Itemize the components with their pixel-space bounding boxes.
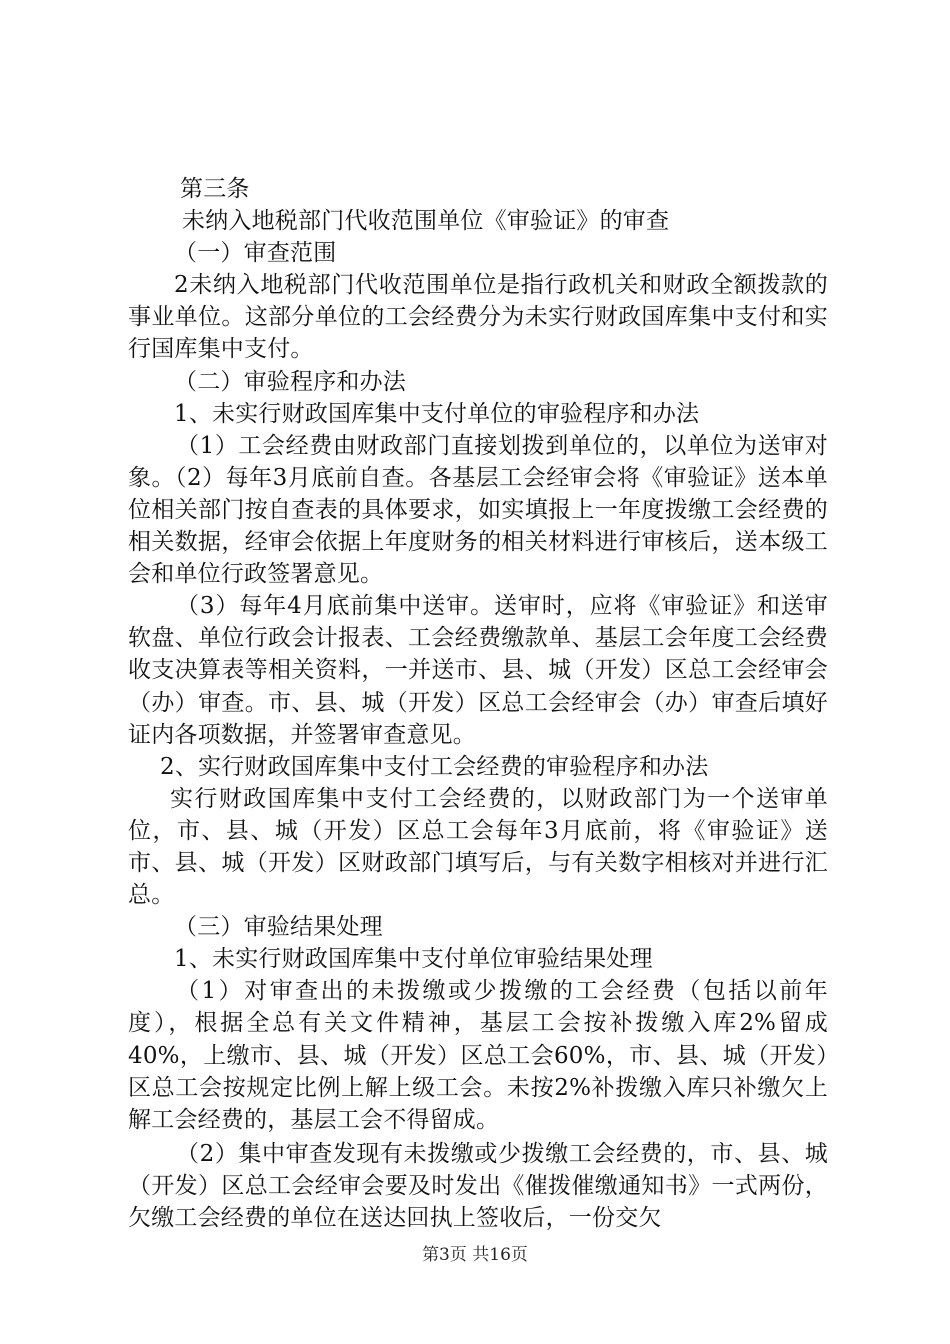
paragraph-procedure-3: （3）每年4月底前集中送审。送审时，应将《审验证》和送审软盘、单位行政会计报表、工会经费缴款单、基层工会年度工会经费收支决算表等相关资料，一并送市、县、城（开发）区总工会经审会（办）审查。市、县、城（开发）区总工会经审会（办）审查后填好证内各项数据，并签署审查意见。 bbox=[128, 593, 828, 748]
item-heading-2: 2、实行财政国库集中支付工会经费的审验程序和办法 bbox=[160, 753, 709, 780]
subsection-heading-scope: （一）审查范围 bbox=[174, 240, 337, 267]
paragraph-procedure-1: （1）工会经费由财政部门直接划拨到单位的，以单位为送审对象。（2）每年3月底前自查。各基层工会经审会将《审验证》送本单位相关部门按自查表的具体要求，如实填报上一年度拨缴工会经费的相关数据，经审会依据上年度财务的相关材料进行审核后，送本级工会和单位行政签署意见。 bbox=[128, 432, 828, 588]
item-heading-results-1: 1、未实行财政国库集中支付单位审验结果处理 bbox=[174, 946, 653, 973]
subsection-heading-procedure: （二）审验程序和办法 bbox=[174, 368, 406, 395]
subsection-heading-results: （三）审验结果处理 bbox=[174, 914, 383, 941]
paragraph-scope-definition: 2未纳入地税部门代收范围单位是指行政机关和财政全额拨款的事业单位。这部分单位的工会经费分为未实行财政国库集中支付和实行国库集中支付。 bbox=[128, 272, 828, 363]
paragraph-centralized-payment: 实行财政国库集中支付工会经费的，以财政部门为一个送审单位，市、县、城（开发）区总工会每年3月底前，将《审验证》送市、县、城（开发）区财政部门填写后，与有关数字相核对并进行汇总。 bbox=[128, 785, 828, 909]
paragraph-results-2: （2）集中审查发现有未拨缴或少拨缴工会经费的，市、县、城（开发）区总工会经审会要及时发出《催拨催缴通知书》一式两份，欠缴工会经费的单位在送达回执上签收后，一份交欠 bbox=[128, 1140, 828, 1231]
paragraph-results-1: （1）对审查出的未拨缴或少拨缴的工会经费（包括以前年度），根据全总有关文件精神，基层工会按补拨缴入库2%留成40%，上缴市、县、城（开发）区总工会60%，市、县、城（开发）区总工会按规定比例上解上级工会。未按2%补拨缴入库只补缴欠上解工会经费的，基层工会不得留成。 bbox=[128, 978, 828, 1133]
page-number-footer: 第3页 共16页 bbox=[422, 1245, 528, 1265]
item-heading-1: 1、未实行财政国库集中支付单位的审验程序和办法 bbox=[174, 400, 700, 427]
document-body bbox=[128, 173, 828, 1234]
section-heading: 未纳入地税部门代收范围单位《审验证》的审查 bbox=[182, 208, 670, 235]
article-title: 第三条 bbox=[180, 176, 250, 202]
